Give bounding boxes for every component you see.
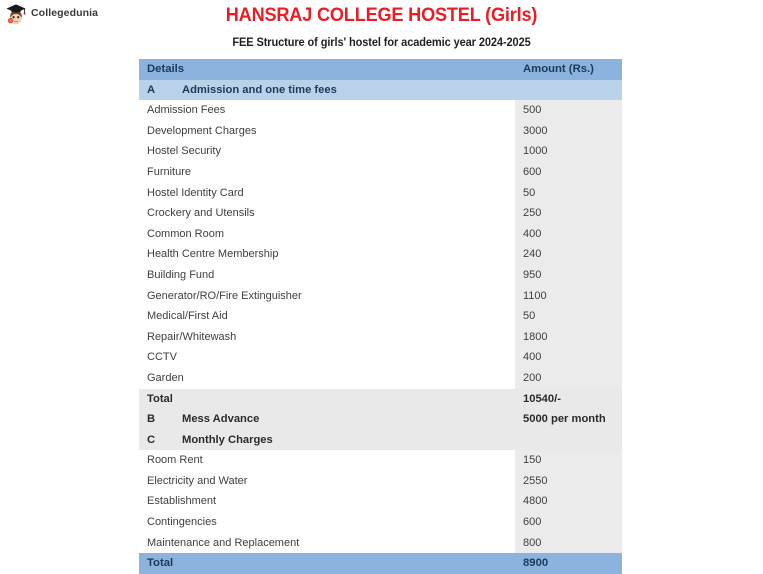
table-row — [139, 553, 622, 574]
table-row — [139, 224, 622, 245]
cell-details — [139, 430, 515, 451]
cell-amount: 10540/- — [515, 389, 622, 410]
cell-details: Repair/Whitewash — [139, 327, 515, 348]
table-row — [139, 389, 622, 410]
cell-amount: 5000 per month — [515, 409, 622, 430]
cell-details: Establishment — [139, 491, 515, 512]
table-row — [139, 430, 622, 451]
table-row — [139, 265, 622, 286]
cell-details: Contingencies — [139, 512, 515, 533]
cell-amount: 600 — [515, 162, 622, 183]
cell-details: Garden — [139, 368, 515, 389]
table-row — [139, 244, 622, 265]
table-body — [139, 80, 622, 574]
cell-amount: 400 — [515, 347, 622, 368]
cell-amount: 1100 — [515, 286, 622, 307]
cell-amount: 240 — [515, 244, 622, 265]
table-header-row — [139, 59, 622, 80]
cell-details — [139, 80, 515, 101]
cell-details: Hostel Security — [139, 141, 515, 162]
cell-details: Room Rent — [139, 450, 515, 471]
section-label: Monthly Charges — [182, 433, 273, 446]
table-row — [139, 100, 622, 121]
cell-amount: 250 — [515, 203, 622, 224]
section-label: Mess Advance — [182, 413, 260, 426]
cell-amount — [515, 80, 622, 101]
section-letter: A — [147, 83, 156, 96]
cell-amount: 950 — [515, 265, 622, 286]
cell-amount: 400 — [515, 224, 622, 245]
cell-amount: 600 — [515, 512, 622, 533]
cell-amount: 4800 — [515, 491, 622, 512]
cell-amount: 50 — [515, 306, 622, 327]
cell-details: Hostel Identity Card — [139, 183, 515, 204]
table-row — [139, 471, 622, 492]
cell-amount: 3000 — [515, 121, 622, 142]
table-row — [139, 203, 622, 224]
cell-details: Medical/First Aid — [139, 306, 515, 327]
cell-details: CCTV — [139, 347, 515, 368]
cell-details: Admission Fees — [139, 100, 515, 121]
cell-details: Development Charges — [139, 121, 515, 142]
table-head — [139, 59, 622, 80]
cell-amount: 150 — [515, 450, 622, 471]
cell-details: Generator/RO/Fire Extinguisher — [139, 286, 515, 307]
cell-details: Building Fund — [139, 265, 515, 286]
cell-amount: 2550 — [515, 471, 622, 492]
page-subtitle: FEE Structure of girls' hostel for academic year 2024-2025 — [232, 36, 531, 49]
section-letter: B — [147, 413, 156, 426]
cell-details: Furniture — [139, 162, 515, 183]
table-row — [139, 491, 622, 512]
table-row — [139, 141, 622, 162]
table-row — [139, 512, 622, 533]
section-letter: C — [147, 433, 156, 446]
cell-details: Crockery and Utensils — [139, 203, 515, 224]
cell-details: Electricity and Water — [139, 471, 515, 492]
table-row — [139, 162, 622, 183]
column-header-amount: Amount (Rs.) — [515, 59, 622, 80]
table-row — [139, 286, 622, 307]
cell-details: Total — [139, 389, 515, 410]
section-label: Admission and one time fees — [182, 83, 337, 96]
cell-amount: 1800 — [515, 327, 622, 348]
table-row — [139, 450, 622, 471]
cell-amount: 800 — [515, 533, 622, 554]
table-row — [139, 306, 622, 327]
watermark-brand-text: Collegedunia — [31, 7, 99, 19]
table-row — [139, 327, 622, 348]
table-row — [139, 80, 622, 101]
cell-amount: 8900 — [515, 553, 622, 574]
table-row — [139, 409, 622, 430]
cell-amount: 50 — [515, 183, 622, 204]
document-header — [0, 0, 763, 49]
table-row — [139, 347, 622, 368]
cell-amount: 500 — [515, 100, 622, 121]
cell-details — [139, 409, 515, 430]
svg-text:CD: CD — [8, 19, 13, 23]
cell-details: Maintenance and Replacement — [139, 533, 515, 554]
fee-structure-table — [139, 59, 622, 574]
table-row — [139, 533, 622, 554]
cell-details: Health Centre Membership — [139, 244, 515, 265]
table-row — [139, 121, 622, 142]
cell-details: Total — [139, 553, 515, 574]
table-row — [139, 183, 622, 204]
table-row — [139, 368, 622, 389]
column-header-details: Details — [139, 59, 515, 80]
cell-amount — [515, 430, 622, 451]
cell-details: Common Room — [139, 224, 515, 245]
cell-amount: 200 — [515, 368, 622, 389]
cell-amount: 1000 — [515, 141, 622, 162]
page-title: HANSRAJ COLLEGE HOSTEL (Girls) — [225, 4, 538, 26]
